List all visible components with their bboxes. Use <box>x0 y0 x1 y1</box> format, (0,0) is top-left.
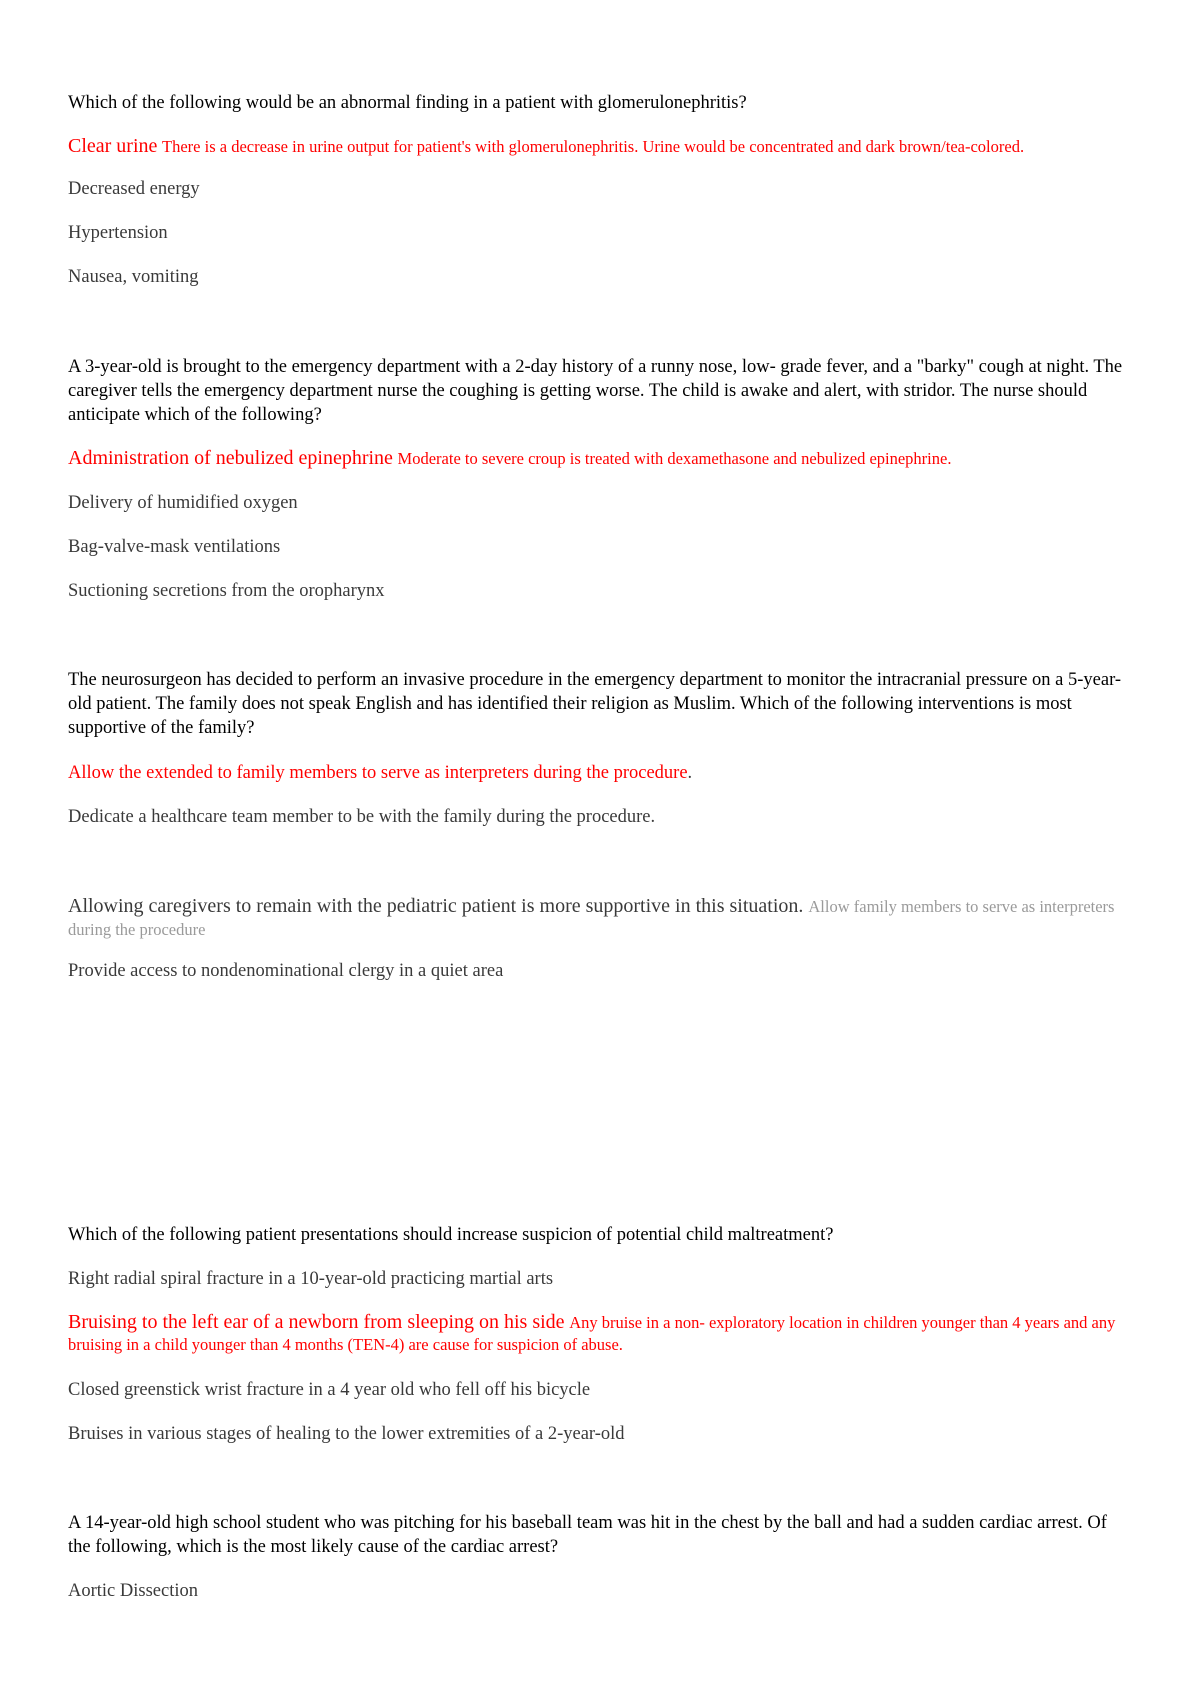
question-2-option: Suctioning secretions from the oropharynx <box>68 581 385 601</box>
answer-text: Bruising to the left ear of a newborn from sleeping on his side <box>68 1311 565 1333</box>
question-1-text: Which of the following would be an abnormal finding in a patient with glomerulonephritis? <box>68 93 747 113</box>
answer-text: Administration of nebulized epinephrine <box>68 447 393 469</box>
question-1-option: Decreased energy <box>68 179 200 199</box>
question-2-option: Delivery of humidified oxygen <box>68 493 298 513</box>
question-5-option: Aortic Dissection <box>68 1581 198 1601</box>
question-2-option: Bag-valve-mask ventilations <box>68 537 281 557</box>
question-4-answer <box>68 1311 1128 1356</box>
answer-explanation: There is a decrease in urine output for patient's with glomerulonephritis. Urine would be concentrated and dark brown/tea-colored. <box>162 137 1025 156</box>
note-main: Allowing caregivers to remain with the pediatric patient is more supportive in this situation. <box>68 895 804 917</box>
question-3-option: Dedicate a healthcare team member to be with the family during the procedure. <box>68 807 656 827</box>
question-1-option: Hypertension <box>68 223 168 243</box>
question-1-option: Nausea, vomiting <box>68 267 199 287</box>
answer-explanation: Moderate to severe croup is treated with dexamethasone and nebulized epinephrine. <box>397 449 952 468</box>
question-4-option: Right radial spiral fracture in a 10-year-old practicing martial arts <box>68 1269 554 1289</box>
question-4-option: Closed greenstick wrist fracture in a 4 year old who fell off his bicycle <box>68 1380 591 1400</box>
answer-suffix: . <box>687 763 693 783</box>
answer-text: Clear urine <box>68 135 158 157</box>
question-4-text: Which of the following patient presentations should increase suspicion of potential child maltreatment? <box>68 1225 834 1245</box>
question-4-option: Bruises in various stages of healing to the lower extremities of a 2-year-old <box>68 1424 625 1444</box>
question-3-note <box>68 895 1128 941</box>
question-3-text: The neurosurgeon has decided to perform an invasive procedure in the emergency department to monitor the intracranial pressure on a 5-year-old patient. The family does not speak English and has identified their religion as Muslim. Which of the following interventions is most supportive of the family? <box>68 670 1122 738</box>
answer-text: Allow the extended to family members to serve as interpreters during the procedure <box>68 763 688 783</box>
question-5-text: A 14-year-old high school student who was pitching for his baseball team was hit in the chest by the ball and had a sudden cardiac arrest. Of the following, which is the most likely cause of the cardiac arrest? <box>68 1513 1107 1557</box>
question-2-answer <box>68 447 1128 470</box>
question-3-answer <box>68 762 1128 784</box>
question-2-text: A 3-year-old is brought to the emergency department with a 2-day history of a runny nose, low- grade fever, and a "barky" cough at night. The caregiver tells the emergency department nurse the coughing is getting worse. The child is awake and alert, with stridor. The nurse should anticipate which of the following? <box>68 357 1123 425</box>
answer-explanation: Any bruise in a non- exploratory location in children younger than 4 years and any bruising in a child younger than 4 months (TEN-4) are cause for suspicion of abuse. <box>68 1313 1116 1354</box>
note-extra: Allow family members to serve as interpreters during the procedure <box>68 897 1115 939</box>
question-1-answer <box>68 135 1128 158</box>
question-3-option: Provide access to nondenominational clergy in a quiet area <box>68 961 504 981</box>
